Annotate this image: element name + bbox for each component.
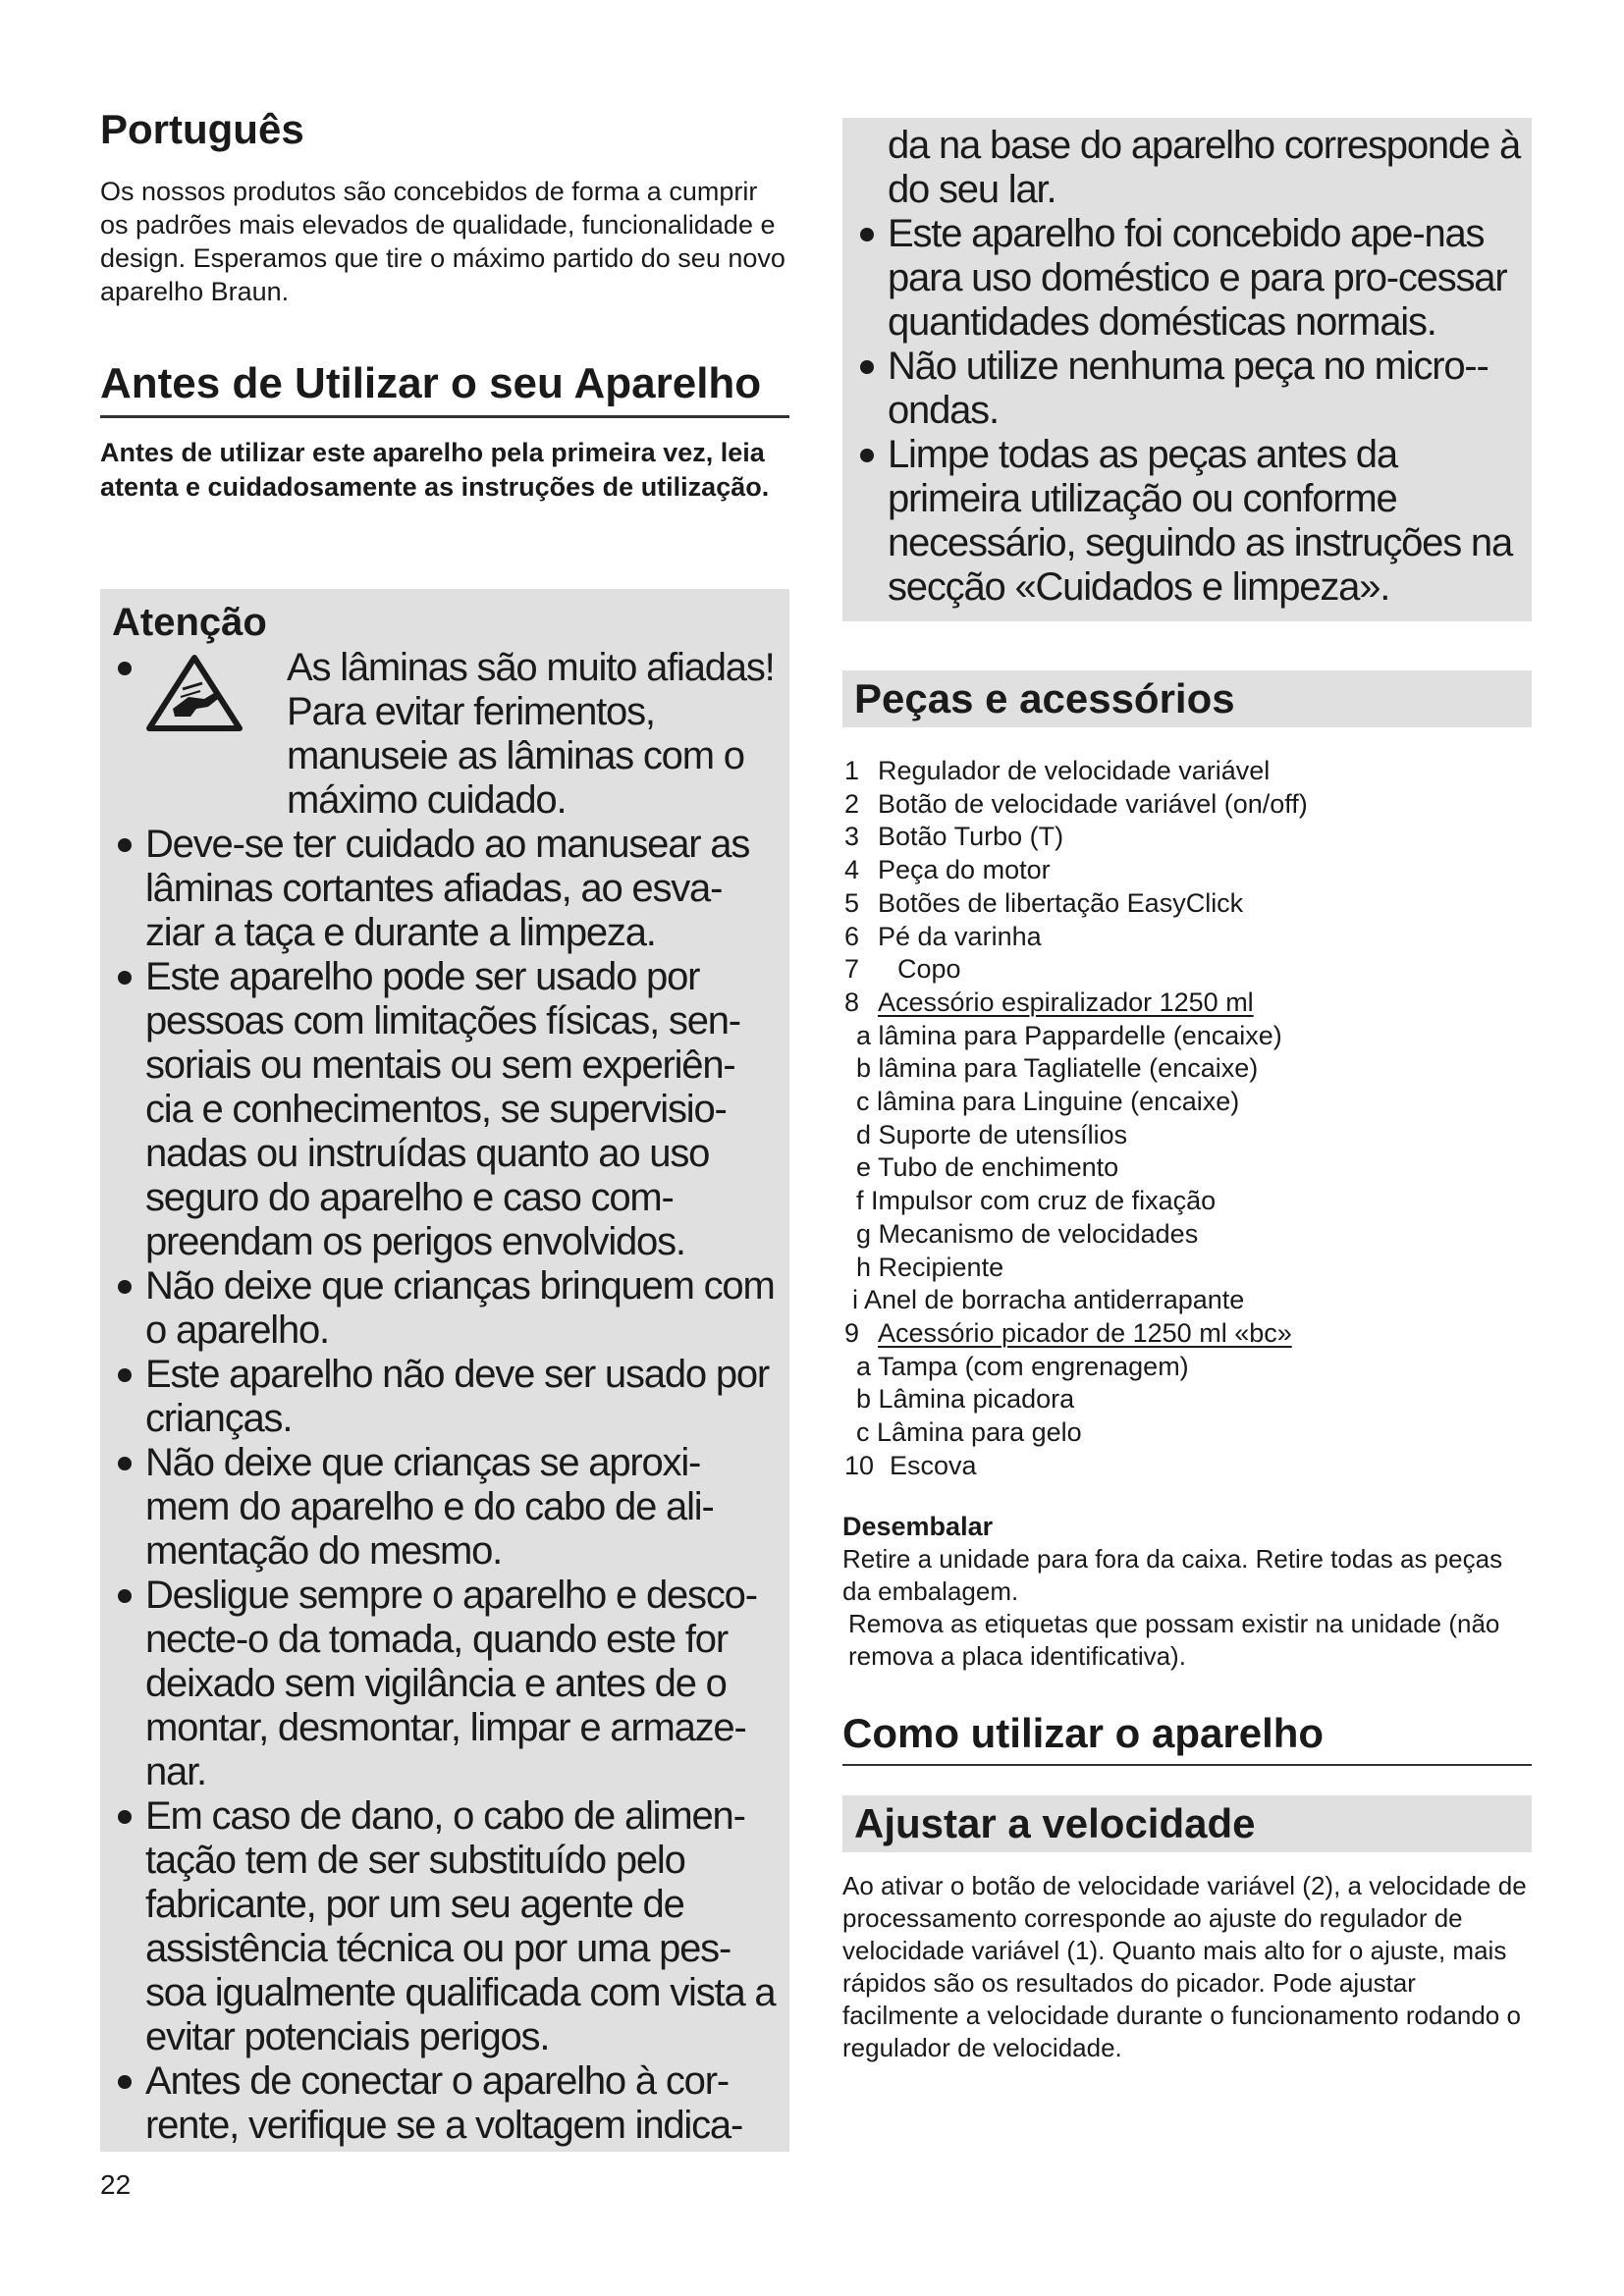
- unpack-text: Remova as etiquetas que possam existir na unidade (não remova a placa identificativa).: [848, 1609, 1500, 1672]
- warning-box: [100, 589, 789, 2152]
- parts-subitem: f Impulsor com cruz de fixação: [856, 1186, 1217, 1216]
- language-title: Português: [100, 106, 304, 152]
- parts-item: 6 Pé da varinha: [844, 921, 1042, 951]
- warning-item: Deve-se ter cuidado ao manusear as lâminas cortantes afiadas, ao esva-ziar a taça e durante a limpeza.: [112, 823, 778, 955]
- parts-item: 10 Escova: [844, 1450, 977, 1480]
- parts-item: 4 Peça do motor: [844, 855, 1051, 885]
- parts-subitem: c Lâmina para gelo: [856, 1417, 1082, 1448]
- parts-subitem: g Mecanismo de velocidades: [856, 1218, 1199, 1249]
- parts-subitem: d Suporte de utensílios: [856, 1119, 1128, 1149]
- warning-item-blades: [112, 646, 778, 823]
- warning-item: Não deixe que crianças se aproxi-mem do aparelho e do cabo de ali-mentação do mesmo.: [112, 1441, 778, 1574]
- parts-item: 1 Regulador de velocidade variável: [844, 756, 1271, 785]
- unpack-heading: Desembalar: [842, 1512, 994, 1542]
- speed-heading: Ajustar a velocidade: [842, 1795, 1532, 1852]
- warning-item: Não utilize nenhuma peça no micro--ondas.: [854, 345, 1532, 433]
- parts-item: 8 Acessório espiralizador 1250 ml: [844, 987, 1254, 1017]
- parts-subitem: a Tampa (com engrenagem): [856, 1351, 1189, 1381]
- parts-subitem: b lâmina para Tagliatelle (encaixe): [856, 1053, 1259, 1084]
- left-column: [100, 106, 789, 505]
- parts-item: 5 Botões de libertação EasyClick: [844, 887, 1244, 918]
- hand-cut-warning-icon: [145, 646, 287, 742]
- page-number: 22: [100, 2169, 132, 2200]
- before-use-heading: Antes de Utilizar o seu Aparelho: [100, 359, 789, 418]
- parts-subitem: a lâmina para Pappardelle (encaixe): [856, 1020, 1282, 1050]
- warning-item: Este aparelho não deve ser usado por crianças.: [112, 1353, 778, 1441]
- parts-subitem: c lâmina para Linguine (encaixe): [856, 1087, 1240, 1117]
- parts-item: 2 Botão de velocidade variável (on/off): [844, 788, 1308, 819]
- warning-item: Desligue sempre o aparelho e desco-necte-o da tomada, quando este for deixado sem vigilância e antes de o montar, desmontar, limpar e armaze-nar.: [112, 1574, 778, 1794]
- parts-subitem: h Recipiente: [856, 1252, 1004, 1282]
- warning-item: Antes de conectar o aparelho à cor-rente, verifique se a voltagem indica-: [112, 2059, 778, 2148]
- parts-item: 3 Botão Turbo (T): [844, 822, 1064, 852]
- parts-subitem: i Anel de borracha antiderrapante: [852, 1285, 1245, 1315]
- before-use-text: Antes de utilizar este aparelho pela primeira vez, leia atenta e cuidadosamente as instruções de utilização.: [100, 437, 770, 502]
- how-to-heading: Como utilizar o aparelho: [842, 1710, 1532, 1765]
- speed-text: Ao ativar o botão de velocidade variável (2), a velocidade de processamento corresponde ao ajuste do regulador de velocidade variável (1). Quanto mais alto for o ajuste, mais rápidos são os resultados do picador. Pode ajustar facilmente a velocidade durante o funcionamento rodando o regulador de velocidade.: [842, 1870, 1527, 2062]
- unpack-text: Retire a unidade para fora da caixa. Retire todas as peças da embalagem.: [842, 1544, 1503, 1607]
- warning-item: Não deixe que crianças brinquem com o aparelho.: [112, 1264, 778, 1353]
- warning-item: Este aparelho foi concebido ape-nas para uso doméstico e para pro-cessar quantidades domésticas normais.: [854, 212, 1532, 345]
- intro-paragraph: Os nossos produtos são concebidos de forma a cumprir os padrões mais elevados de qualidade, funcionalidade e design. Esperamos que tire o máximo partido do seu novo aparelho Braun.: [100, 177, 785, 307]
- right-column: [842, 118, 1532, 2064]
- warning-title: Atenção: [112, 601, 267, 644]
- warning-item: Este aparelho pode ser usado por pessoas com limitações físicas, sen-soriais ou mentais ou sem experiên-cia e conhecimentos, se supervisio-nadas ou instruídas quanto ao uso seguro do aparelho e caso com-preendam os perigos envolvidos.: [112, 955, 778, 1264]
- warning-item: Limpe todas as peças antes da primeira utilização ou conforme necessário, seguindo as instruções na secção «Cuidados e limpeza».: [854, 433, 1532, 610]
- parts-subitem: e Tubo de enchimento: [856, 1152, 1119, 1183]
- warning-continued-list: [854, 124, 1532, 610]
- parts-item: 7 Copo: [844, 954, 961, 985]
- parts-heading: Peças e acessórios: [842, 670, 1532, 727]
- warning-item-text: As lâminas são muito afiadas! Para evitar ferimentos, manuseie as lâminas com o máximo cuidado.: [287, 646, 775, 822]
- parts-item: 9 Acessório picador de 1250 ml «bc»: [844, 1317, 1292, 1348]
- warning-item: Em caso de dano, o cabo de alimen-tação tem de ser substituído pelo fabricante, por um seu agente de assistência técnica ou por uma pes-soa igualmente qualificada com vista a evitar potenciais perigos.: [112, 1794, 778, 2059]
- warning-item: da na base do aparelho corresponde à do seu lar.: [888, 124, 1520, 211]
- parts-subitem: b Lâmina picadora: [856, 1384, 1075, 1415]
- warning-list: [112, 646, 778, 2148]
- parts-list: [842, 755, 1532, 1482]
- warning-continued-box: [842, 118, 1532, 621]
